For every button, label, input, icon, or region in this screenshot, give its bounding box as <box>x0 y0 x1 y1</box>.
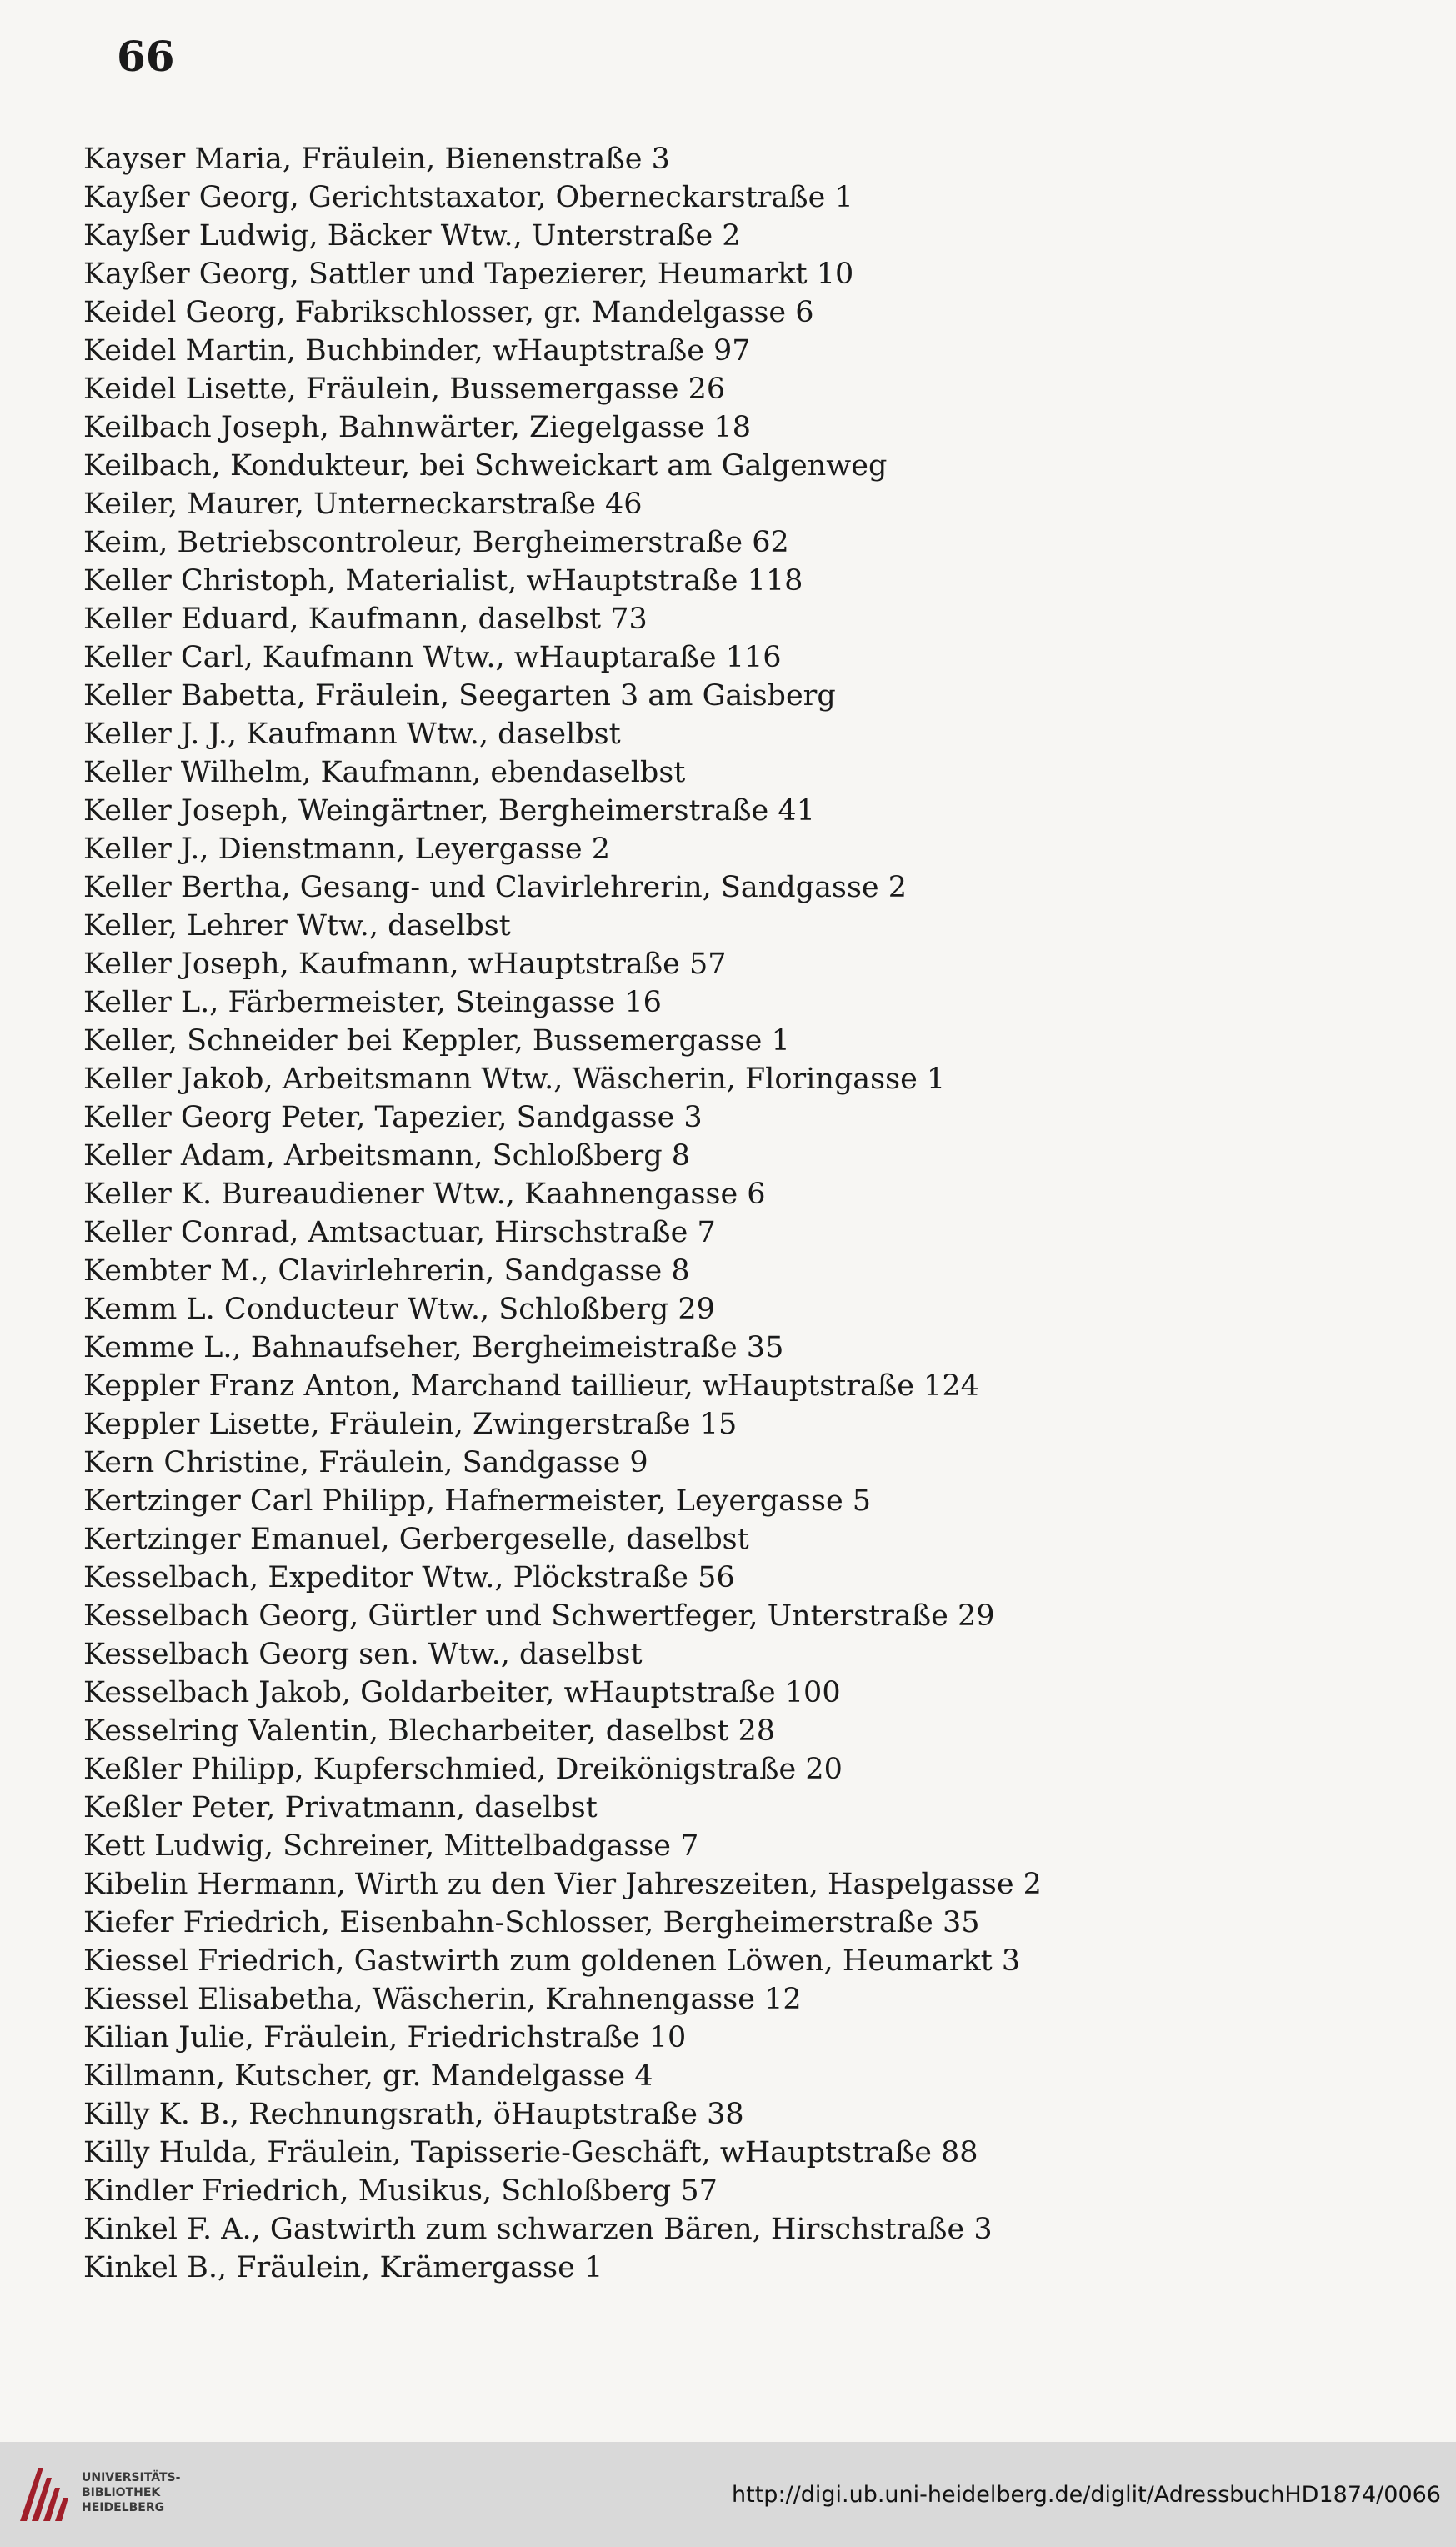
logo-line: HEIDELBERG <box>82 2501 165 2514</box>
directory-entry: Kern Christine, Fräulein, Sandgasse 9 <box>83 1446 648 1479</box>
directory-entry: Keller Eduard, Kaufmann, daselbst 73 <box>83 603 648 636</box>
directory-entry: Kiessel Elisabetha, Wäscherin, Krahnengasse 12 <box>83 1983 802 2016</box>
directory-entry: Kesselbach, Expeditor Wtw., Plöckstraße 56 <box>83 1561 735 1594</box>
directory-entry: Kibelin Hermann, Wirth zu den Vier Jahreszeiten, Haspelgasse 2 <box>83 1868 1042 1901</box>
directory-entry: Kemm L. Conducteur Wtw., Schloßberg 29 <box>83 1293 715 1326</box>
library-logo-text[interactable] <box>82 2470 180 2515</box>
library-logo-icon[interactable] <box>15 2463 73 2526</box>
directory-entry: Keller Bertha, Gesang- und Clavirlehrerin, Sandgasse 2 <box>83 871 908 904</box>
directory-entry: Keller J. J., Kaufmann Wtw., daselbst <box>83 718 621 751</box>
directory-entry: Kinkel B., Fräulein, Krämergasse 1 <box>83 2251 603 2284</box>
directory-entry: Keller L., Färbermeister, Steingasse 16 <box>83 986 662 1019</box>
directory-entry: Keller Adam, Arbeitsmann, Schloßberg 8 <box>83 1139 691 1173</box>
directory-entry: Keidel Martin, Buchbinder, wHauptstraße 97 <box>83 334 751 368</box>
directory-entry: Kayßer Ludwig, Bäcker Wtw., Unterstraße 2 <box>83 219 741 253</box>
directory-entry: Kayßer Georg, Gerichtstaxator, Oberneckarstraße 1 <box>83 181 853 214</box>
logo-line: UNIVERSITÄTS- <box>82 2471 181 2484</box>
directory-entry: Kesselbach Georg sen. Wtw., daselbst <box>83 1638 643 1671</box>
directory-entry: Keller Jakob, Arbeitsmann Wtw., Wäscherin, Floringasse 1 <box>83 1063 946 1096</box>
directory-entry: Kayser Maria, Fräulein, Bienenstraße 3 <box>83 143 670 176</box>
directory-entry: Keller Joseph, Weingärtner, Bergheimerstraße 41 <box>83 794 815 828</box>
directory-entry: Keilbach, Kondukteur, bei Schweickart am Galgenweg <box>83 449 888 483</box>
directory-entry: Kesselbach Georg, Gürtler und Schwertfeger, Unterstraße 29 <box>83 1599 995 1633</box>
directory-entry: Keller Carl, Kaufmann Wtw., wHauptaraße 116 <box>83 641 782 674</box>
directory-entry: Kindler Friedrich, Musikus, Schloßberg 57 <box>83 2174 718 2208</box>
directory-entry: Keppler Lisette, Fräulein, Zwingerstraße 15 <box>83 1408 738 1441</box>
directory-entry: Keller Joseph, Kaufmann, wHauptstraße 57 <box>83 948 727 981</box>
directory-entry: Keim, Betriebscontroleur, Bergheimerstraße 62 <box>83 526 789 559</box>
directory-entry: Kertzinger Emanuel, Gerbergeselle, daselbst <box>83 1523 749 1556</box>
directory-entry: Keidel Georg, Fabrikschlosser, gr. Mandelgasse 6 <box>83 296 814 329</box>
logo-line: BIBLIOTHEK <box>82 2486 161 2499</box>
directory-entry: Kertzinger Carl Philipp, Hafnermeister, Leyergasse 5 <box>83 1484 872 1518</box>
footer-bar <box>0 2442 1456 2547</box>
directory-entry: Kayßer Georg, Sattler und Tapezierer, Heumarkt 10 <box>83 258 854 291</box>
source-url-link[interactable]: http://digi.ub.uni-heidelberg.de/diglit/AdressbuchHD1874/0066 <box>732 2482 1441 2508</box>
directory-entry: Keller, Schneider bei Keppler, Bussemergasse 1 <box>83 1024 790 1058</box>
directory-entry: Kiefer Friedrich, Eisenbahn-Schlosser, Bergheimerstraße 35 <box>83 1906 980 1939</box>
directory-entry: Kesselring Valentin, Blecharbeiter, daselbst 28 <box>83 1714 776 1748</box>
directory-entry: Keppler Franz Anton, Marchand taillieur, wHauptstraße 124 <box>83 1369 979 1403</box>
directory-entry: Keidel Lisette, Fräulein, Bussemergasse 26 <box>83 373 726 406</box>
directory-entry: Keller, Lehrer Wtw., daselbst <box>83 909 511 943</box>
directory-entry: Kembter M., Clavirlehrerin, Sandgasse 8 <box>83 1254 690 1288</box>
directory-entry: Keßler Peter, Privatmann, daselbst <box>83 1791 598 1824</box>
directory-entry: Killy K. B., Rechnungsrath, öHauptstraße 38 <box>83 2098 744 2131</box>
directory-entry: Keller J., Dienstmann, Leyergasse 2 <box>83 833 610 866</box>
page-number: 66 <box>117 32 175 81</box>
directory-entries <box>83 140 1383 2287</box>
directory-entry: Kiessel Friedrich, Gastwirth zum goldenen Löwen, Heumarkt 3 <box>83 1944 1021 1978</box>
directory-entry: Kett Ludwig, Schreiner, Mittelbadgasse 7 <box>83 1829 699 1863</box>
directory-entry: Keller Georg Peter, Tapezier, Sandgasse 3 <box>83 1101 703 1134</box>
directory-entry: Keiler, Maurer, Unterneckarstraße 46 <box>83 488 643 521</box>
directory-entry: Keller Conrad, Amtsactuar, Hirschstraße 7 <box>83 1216 716 1249</box>
directory-entry: Keßler Philipp, Kupferschmied, Dreikönigstraße 20 <box>83 1753 843 1786</box>
directory-entry: Keller K. Bureaudiener Wtw., Kaahnengasse 6 <box>83 1178 766 1211</box>
directory-entry: Keller Christoph, Materialist, wHauptstraße 118 <box>83 564 803 598</box>
directory-entry: Kemme L., Bahnaufseher, Bergheimeistraße 35 <box>83 1331 784 1364</box>
directory-entry: Keller Babetta, Fräulein, Seegarten 3 am Gaisberg <box>83 679 836 713</box>
directory-entry: Kinkel F. A., Gastwirth zum schwarzen Bären, Hirschstraße 3 <box>83 2213 993 2246</box>
directory-entry: Killy Hulda, Fräulein, Tapisserie-Geschäft, wHauptstraße 88 <box>83 2136 978 2169</box>
directory-entry: Keller Wilhelm, Kaufmann, ebendaselbst <box>83 756 686 789</box>
directory-entry: Kilian Julie, Fräulein, Friedrichstraße 10 <box>83 2021 687 2054</box>
directory-entry: Kesselbach Jakob, Goldarbeiter, wHauptstraße 100 <box>83 1676 841 1709</box>
directory-entry: Killmann, Kutscher, gr. Mandelgasse 4 <box>83 2059 653 2093</box>
directory-entry: Keilbach Joseph, Bahnwärter, Ziegelgasse 18 <box>83 411 752 444</box>
